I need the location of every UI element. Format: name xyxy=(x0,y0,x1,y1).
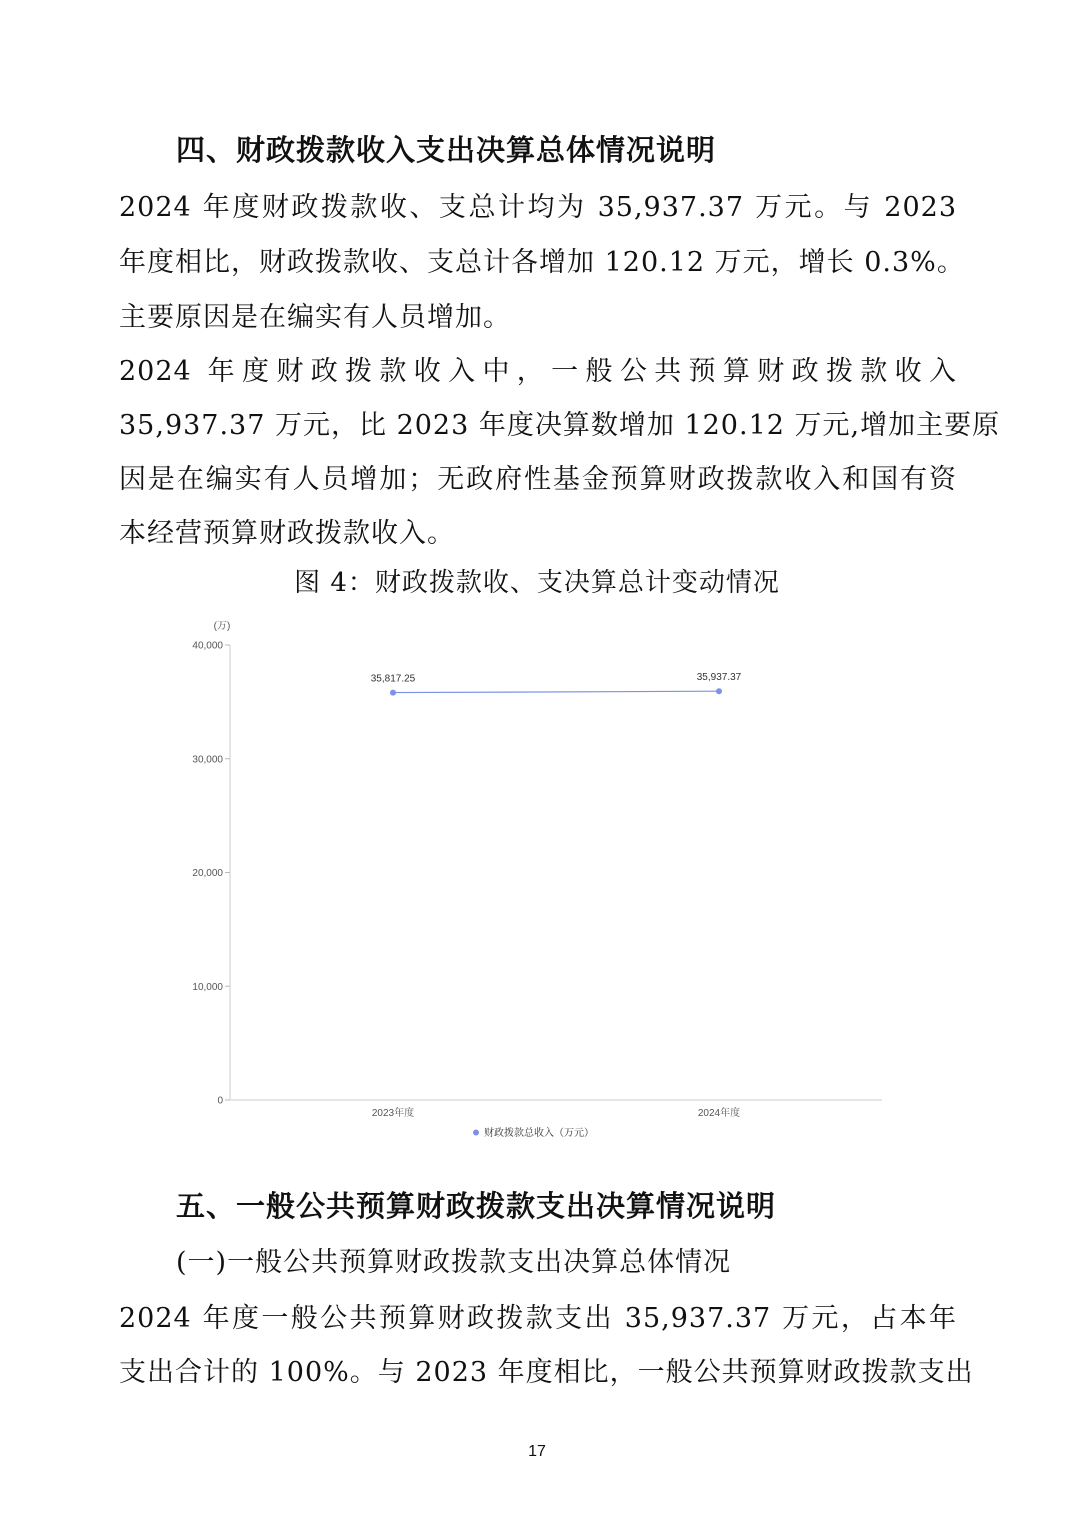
paragraph-line: 本经营预算财政拨款收入。 xyxy=(119,518,455,549)
paragraph-line: 2024 年度一般公共预算财政拨款支出 35,937.37 万元，占本年 xyxy=(119,1303,957,1334)
paragraph-line: 主要原因是在编实有人员增加。 xyxy=(119,302,511,333)
line-chart xyxy=(160,612,900,1152)
y-unit-label: (万) xyxy=(213,621,231,632)
y-tick-label: 10,000 xyxy=(192,981,223,993)
legend-marker xyxy=(473,1130,479,1136)
data-label: 35,817.25 xyxy=(370,673,416,685)
y-tick-label: 40,000 xyxy=(192,640,223,652)
data-point xyxy=(716,688,722,694)
paragraph-line: 2024 年度财政拨款收入中，一般公共预算财政拨款收入 xyxy=(119,356,957,387)
paragraph-line: 年度相比，财政拨款收、支总计各增加 120.12 万元，增长 0.3%。 xyxy=(119,247,965,278)
x-tick-label: 2024年度 xyxy=(697,1108,741,1119)
y-tick-label: 0 xyxy=(217,1095,223,1107)
paragraph-line: 支出合计的 100%。与 2023 年度相比，一般公共预算财政拨款支出 xyxy=(119,1357,974,1388)
paragraph-line: 因是在编实有人员增加；无政府性基金预算财政拨款收入和国有资 xyxy=(119,464,957,495)
paragraph-line: 2024 年度财政拨款收、支总计均为 35,937.37 万元。与 2023 xyxy=(119,192,957,223)
data-label: 35,937.37 xyxy=(696,672,742,684)
figure-caption: 图 4：财政拨款收、支决算总计变动情况 xyxy=(294,568,780,598)
section-5-subheading: (一)一般公共预算财政拨款支出决算总体情况 xyxy=(176,1247,732,1278)
page-number: 17 xyxy=(528,1443,546,1460)
series-line xyxy=(393,691,719,692)
y-tick-label: 30,000 xyxy=(192,754,223,766)
section-4-heading: 四、财政拨款收入支出决算总体情况说明 xyxy=(176,133,717,167)
x-tick-label: 2023年度 xyxy=(371,1108,415,1119)
data-point xyxy=(390,690,396,696)
paragraph-line: 35,937.37 万元，比 2023 年度决算数增加 120.12 万元,增加主要原 xyxy=(119,410,1001,441)
section-5-heading: 五、一般公共预算财政拨款支出决算情况说明 xyxy=(176,1189,777,1223)
legend-label: 财政拨款总收入（万元） xyxy=(484,1128,594,1139)
y-tick-label: 20,000 xyxy=(192,868,223,879)
